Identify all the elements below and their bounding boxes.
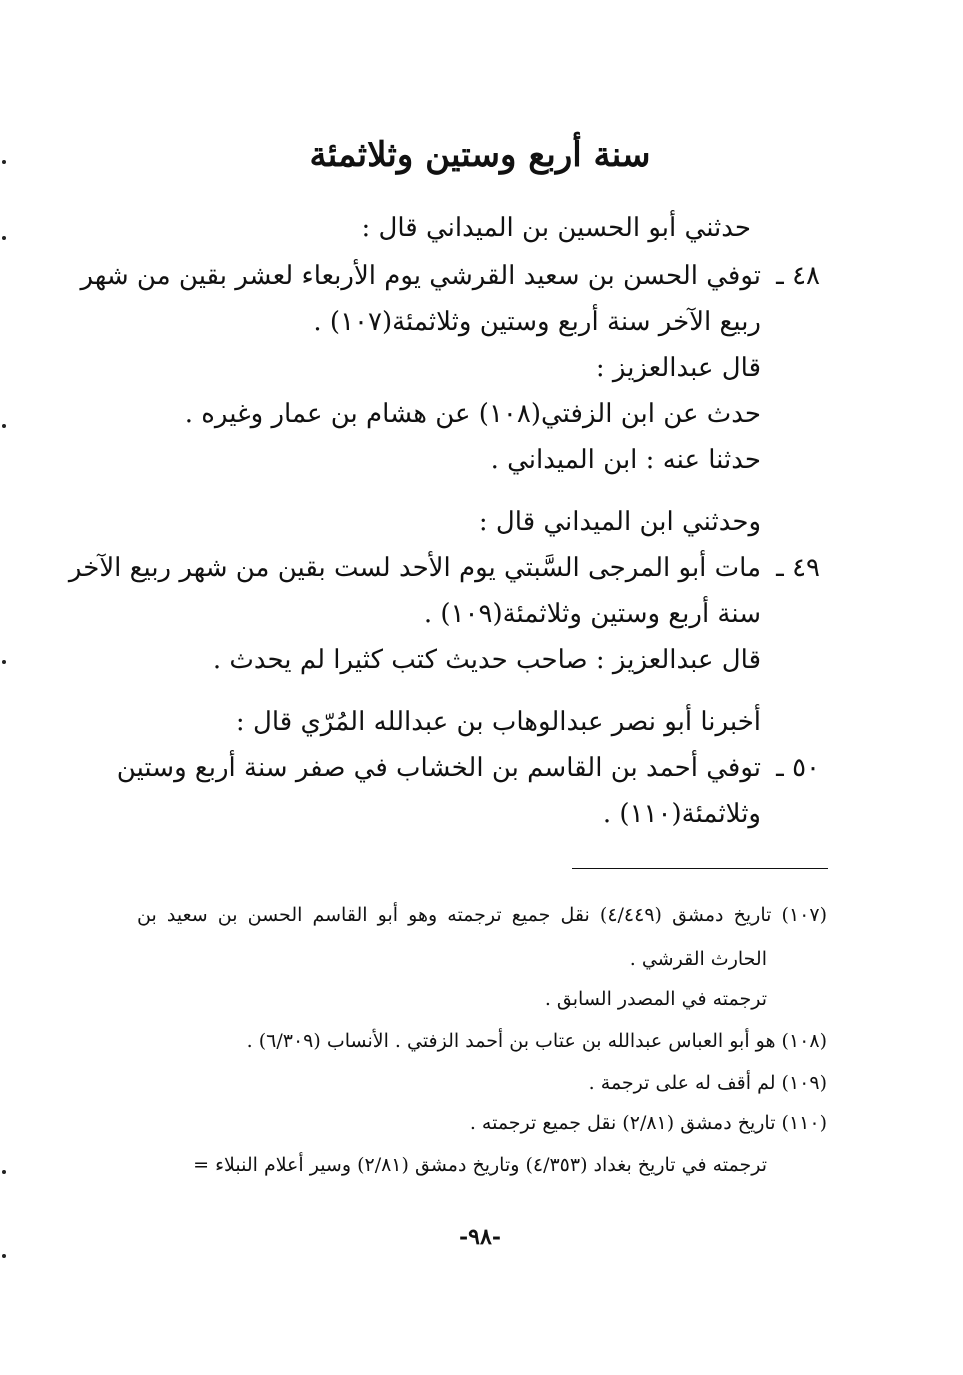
entry-48-line-1: توفي الحسن بن سعيد القرشي يوم الأربعاء لعشر بقين من شهر <box>80 261 761 291</box>
page-heading: سنة أربع وستين وثلاثمئة <box>309 135 651 175</box>
footnote-107-line-3: ترجمته في المصدر السابق . <box>544 988 767 1010</box>
footnote-109: (١٠٩) لم أقف له على ترجمة . <box>588 1072 827 1094</box>
entry-49-line-3: قال عبدالعزيز : صاحب حديث كتب كثيرا لم يحدث . <box>212 645 761 675</box>
entry-50-number: ٥٠ ـ <box>776 753 820 783</box>
entry-49-number: ٤٩ ـ <box>776 553 820 583</box>
entry-49-line-1: مات أبو المرجى السَّبتي يوم الأحد لست بقين من شهر ربيع الآخر <box>68 553 761 583</box>
entry-48-line-2: ربيع الآخر سنة أربع وستين وثلاثمئة(١٠٧) . <box>313 307 761 337</box>
footnote-110-line-1: (١١٠) تاريخ دمشق (٢/٨١) نقل جميع ترجمته . <box>469 1112 827 1134</box>
intro-line-1: حدثني أبو الحسين بن الميداني قال : <box>361 213 751 243</box>
entry-48-line-5: حدثنا عنه : ابن الميداني . <box>490 445 761 475</box>
scan-artifact-mark <box>2 660 6 664</box>
footnote-separator <box>572 868 828 869</box>
footnote-107-line-1: (١٠٧) تاريخ دمشق (٤/٤٤٩) نقل جميع ترجمته وهو أبو القاسم الحسن بن سعيد بن <box>137 904 827 926</box>
entry-48-line-4: حدث عن ابن الزفتي(١٠٨) عن هشام بن عمار وغيره . <box>184 399 761 429</box>
scan-artifact-mark <box>2 1254 6 1258</box>
intro-line-2: وحدثني ابن الميداني قال : <box>478 507 761 537</box>
scan-artifact-mark <box>2 424 6 428</box>
entry-50-line-1: توفي أحمد بن القاسم بن الخشاب في صفر سنة أربع وستين <box>116 753 761 783</box>
footnote-108: (١٠٨) هو أبو العباس عبدالله بن عتاب بن أحمد الزفتي . الأنساب (٦/٣٠٩) . <box>246 1030 827 1052</box>
scan-artifact-mark <box>2 160 6 164</box>
footnote-107-line-2: الحارث القرشي . <box>629 948 767 970</box>
entry-50-line-2: وثلاثمئة(١١٠) . <box>602 799 761 829</box>
intro-line-3: أخبرنا أبو نصر عبدالوهاب بن عبدالله المُرّي قال : <box>235 707 761 737</box>
footnote-110-line-2: ترجمته في تاريخ بغداد (٤/٣٥٣) وتاريخ دمشق (٢/٨١) وسير أعلام النبلاء = <box>193 1154 767 1176</box>
scan-artifact-mark <box>2 236 6 240</box>
entry-49-line-2: سنة أربع وستين وثلاثمئة(١٠٩) . <box>423 599 761 629</box>
entry-48-line-3: قال عبدالعزيز : <box>595 353 761 383</box>
scan-artifact-mark <box>2 1170 6 1174</box>
entry-48-number: ٤٨ ـ <box>776 261 820 291</box>
page-number: -٩٨- <box>459 1224 501 1250</box>
